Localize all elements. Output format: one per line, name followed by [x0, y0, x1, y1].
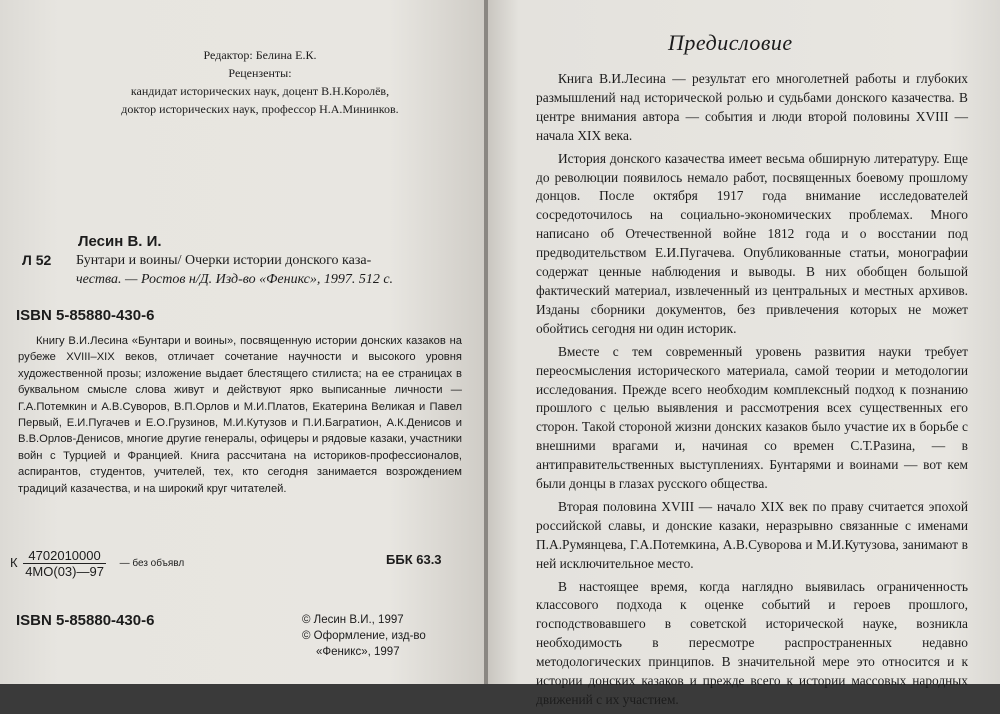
preface-paragraph: Вторая половина XVIII — начало XIX век по праву считается эпохой российской славы, и донские казаки, неразрывно связанные с именами П.А.Румянцева, Г.А.Потемкина, А.В.Суворова и М.И.Кутузова, занимают в ней исключительное место. [536, 498, 968, 571]
preface-paragraph: История донского казачества имеет весьма обширную литературу. Еще до революции появилось немало работ, посвященных боевому прошлому донцов. После октября 1917 года внимание исследователей сосредоточилось на социально-экономических проблемах. Много написано об Отечественной войне 1812 года и о восстании под предводительством Е.И.Пугачева. Опубликованные статьи, монографии содержат ценные наблюдения и выводы. В них обобщен большой фактический материал, извлеченный из центральных и местных архивов. Изданы сборники документов, без привлечения которых не может обойтись сегодня ни один историк. [536, 150, 968, 336]
author-name: Лесин В. И. [78, 233, 162, 250]
copyright-design: © Оформление, изд-во [302, 630, 426, 642]
biblio-line-1: Бунтари и воины/ Очерки истории донского каза- [76, 253, 372, 268]
preface-paragraph: В настоящее время, когда наглядно выявилась ограниченность классового подхода к оценке событий и героев прошлого, господствовавшего в советской исторической науке, возникла необходимость в пересмотре распространенных недавно методологических принципов. В значительной мере это относится и к истории донских казаков и прежде всего к истории массовых народных движений с их участием. [536, 578, 968, 707]
reviewer-2: доктор исторических наук, профессор Н.А.Мининков. [121, 102, 399, 116]
catalog-card [22, 232, 462, 289]
preface-title: Предисловие [668, 30, 793, 55]
reviewers-label: Рецензенты: [228, 66, 292, 80]
catalog-code: Л 52 [22, 252, 52, 268]
preface-body [536, 70, 968, 714]
copyright-block [302, 612, 472, 660]
preface-paragraph: Вместе с тем современный уровень развития науки требует переосмысления исторического материала, самой теории и методологии исследования. Прежде всего необходим комплексный подход к познанию прошлого с целью выявления и рассмотрения всех существенных его сторон. Такой стороной жизни донских казаков было участие их в борьбе с внешними врагами и, начиная со времен С.Т.Разина, — в антиправительственных выступлениях. Бунтарями и воинами — вот кем были донцы в глазах русского общества. [536, 343, 968, 492]
k-index [10, 548, 184, 579]
left-page [0, 0, 486, 684]
copyright-author: © Лесин В.И., 1997 [302, 614, 404, 626]
bbk-code: ББК 63.3 [386, 552, 442, 567]
copyright-publisher: «Феникс», 1997 [316, 646, 400, 658]
right-page [488, 0, 1000, 707]
annotation: Книгу В.И.Лесина «Бунтари и воины», посвященную истории донских казаков на рубеже XVIII–XIX веков, отличает сочетание научности и высокого уровня художественной прозы; изложение выдает блестящего стилиста; на ее страницах в буквальном смысле слова живут и действуют ярко выписанные личности — Г.А.Потемкин и А.В.Суворов, В.П.Орлов и М.И.Платов, Екатерина Великая и Павел Первый, Е.И.Пугачев и Е.О.Грузинов, М.И.Кутузов и П.И.Багратион, А.К.Денисов и В.В.Орлов-Денисов, многие другие генералы, офицеры и рядовые казаки, участники войн с Турцией и Францией. Книга рассчитана на историков-профессионалов, аспирантов, студентов, учителей, тех, кто сегодня занимается возрождением традиций казачества, и на широкий круг читателей. [18, 335, 462, 495]
k-denominator: 4МО(03)—97 [25, 564, 104, 579]
reviewer-1: кандидат исторических наук, доцент В.Н.Королёв, [130, 84, 390, 98]
k-letter: К [10, 554, 18, 570]
isbn-top: ISBN 5-85880-430-6 [16, 307, 155, 324]
editor-line: Редактор: Белина Е.К. [203, 48, 317, 62]
isbn-bottom: ISBN 5-85880-430-6 [16, 612, 155, 629]
credits-block [60, 46, 460, 118]
preface-paragraph: Книга В.И.Лесина — результат его многолетней работы и глубоких размышлений над исторической ролью и судьбами донского казачества. В центре внимания автора — события и люди второй половины XVIII — начала XIX века. [536, 71, 968, 143]
k-numerator: 4702010000 [23, 548, 106, 564]
k-note: — без объявл [119, 558, 185, 569]
biblio-line-2: чества. — Ростов н/Д. Изд-во «Феникс», 1997. 512 с. [76, 272, 394, 287]
k-fraction [23, 548, 106, 579]
